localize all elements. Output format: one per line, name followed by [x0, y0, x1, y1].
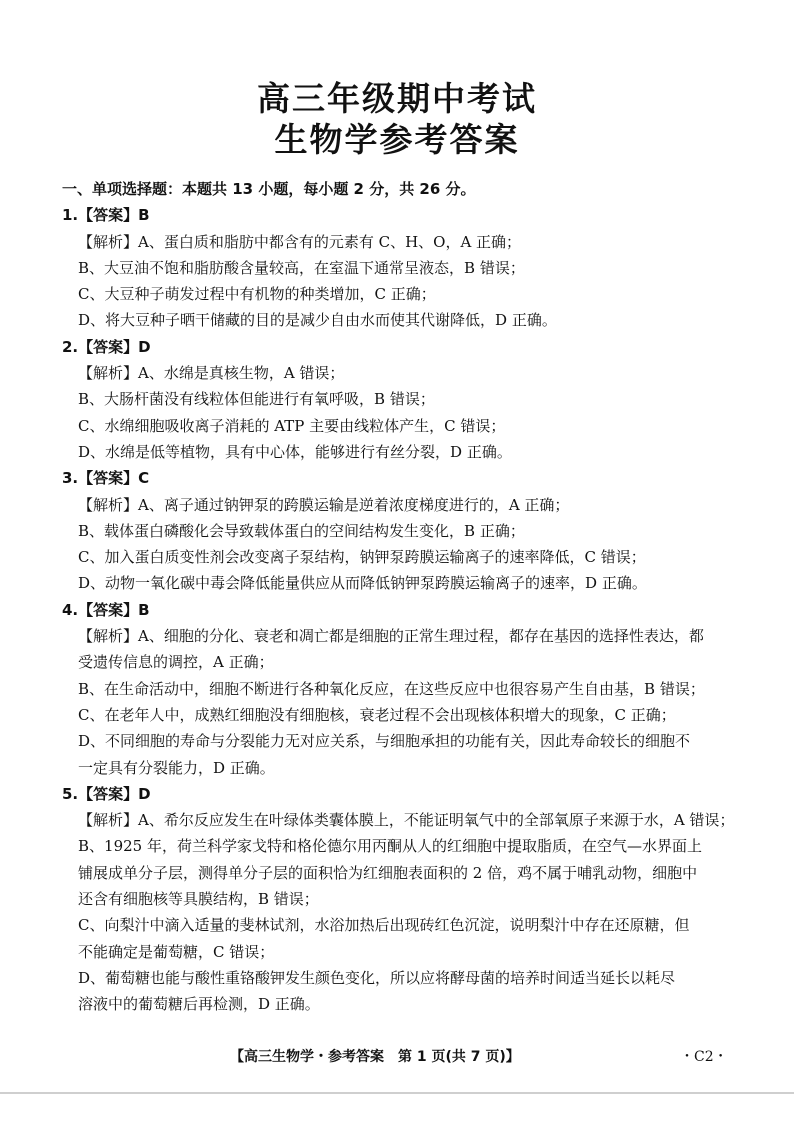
analysis-line: 不能确定是葡萄糖，C 错误；: [78, 942, 275, 961]
section-heading: 一、单项选择题：本题共 13 小题，每小题 2 分，共 26 分。: [62, 180, 476, 198]
analysis-line: C、向梨汁中滴入适量的斐林试剂，水浴加热后出现砖红色沉淀，说明梨汁中存在还原糖，但: [78, 916, 690, 935]
analysis-line: 【解析】A、离子通过钠钾泵的跨膜运输是逆着浓度梯度进行的，A 正确；: [78, 495, 570, 514]
analysis-line: B、1925 年，荷兰科学家戈特和格伦德尔用丙酮从人的红细胞中提取脂质，在空气—水界面上: [78, 837, 702, 856]
question-answer: 4.【答案】B: [62, 600, 150, 619]
analysis-line: 受遗传信息的调控，A 正确；: [78, 653, 274, 672]
question-answer: 2.【答案】D: [62, 337, 151, 356]
question-answer: 5.【答案】D: [62, 784, 151, 803]
answer-key-subtitle: 生物学参考答案: [274, 120, 520, 159]
analysis-line: D、将大豆种子晒干储藏的目的是减少自由水而使其代谢降低，D 正确。: [78, 311, 557, 330]
answer-content: [62, 176, 734, 1018]
analysis-line: 还含有细胞核等具膜结构，B 错误；: [78, 890, 319, 909]
question-answer: 1.【答案】B: [62, 206, 150, 225]
exam-title: 高三年级期中考试: [257, 79, 537, 118]
bottom-divider: [0, 1092, 794, 1094]
analysis-line: D、不同细胞的寿命与分裂能力无对应关系，与细胞承担的功能有关，因此寿命较长的细胞不: [78, 732, 691, 751]
analysis-line: 铺展成单分子层，测得单分子层的面积恰为红细胞表面积的 2 倍，鸡不属于哺乳动物，细胞中: [78, 863, 698, 882]
analysis-line: B、大豆油不饱和脂肪酸含量较高，在室温下通常呈液态，B 错误；: [78, 258, 525, 277]
analysis-line: 【解析】A、蛋白质和脂肪中都含有的元素有 C、H、O，A 正确；: [78, 232, 522, 251]
analysis-line: 一定具有分裂能力，D 正确。: [78, 758, 275, 777]
question-answer: 3.【答案】C: [62, 469, 150, 488]
analysis-line: C、大豆种子萌发过程中有机物的种类增加，C 正确；: [78, 285, 436, 304]
footer-code: ・C2・: [680, 1049, 728, 1065]
analysis-line: B、大肠杆菌没有线粒体但能进行有氧呼吸，B 错误；: [78, 390, 435, 409]
analysis-line: 溶液中的葡萄糖后再检测，D 正确。: [78, 995, 320, 1014]
analysis-line: B、在生命活动中，细胞不断进行各种氧化反应，在这些反应中也很容易产生自由基，B 错误；: [78, 679, 705, 698]
analysis-line: C、加入蛋白质变性剂会改变离子泵结构，钠钾泵跨膜运输离子的速率降低，C 错误；: [78, 548, 646, 567]
analysis-line: D、葡萄糖也能与酸性重铬酸钾发生颜色变化，所以应将酵母菌的培养时间适当延长以耗尽: [78, 968, 676, 987]
analysis-line: B、载体蛋白磷酸化会导致载体蛋白的空间结构发生变化，B 正确；: [78, 521, 525, 540]
footer-page-info: 【高三生物学・参考答案 第 1 页(共 7 页)】: [230, 1049, 520, 1065]
analysis-line: 【解析】A、细胞的分化、衰老和凋亡都是细胞的正常生理过程，都存在基因的选择性表达，都: [78, 627, 704, 646]
analysis-line: 【解析】A、希尔反应发生在叶绿体类囊体膜上，不能证明氧气中的全部氧原子来源于水，A 错误；: [78, 811, 735, 830]
analysis-line: C、在老年人中，成熟红细胞没有细胞核，衰老过程不会出现核体积增大的现象，C 正确；: [78, 705, 676, 724]
analysis-line: C、水绵细胞吸收离子消耗的 ATP 主要由线粒体产生，C 错误；: [78, 416, 506, 435]
analysis-line: D、水绵是低等植物，具有中心体，能够进行有丝分裂，D 正确。: [78, 442, 512, 461]
analysis-line: D、动物一氧化碳中毒会降低能量供应从而降低钠钾泵跨膜运输离子的速率，D 正确。: [78, 574, 647, 593]
analysis-line: 【解析】A、水绵是真核生物，A 错误；: [78, 364, 345, 383]
